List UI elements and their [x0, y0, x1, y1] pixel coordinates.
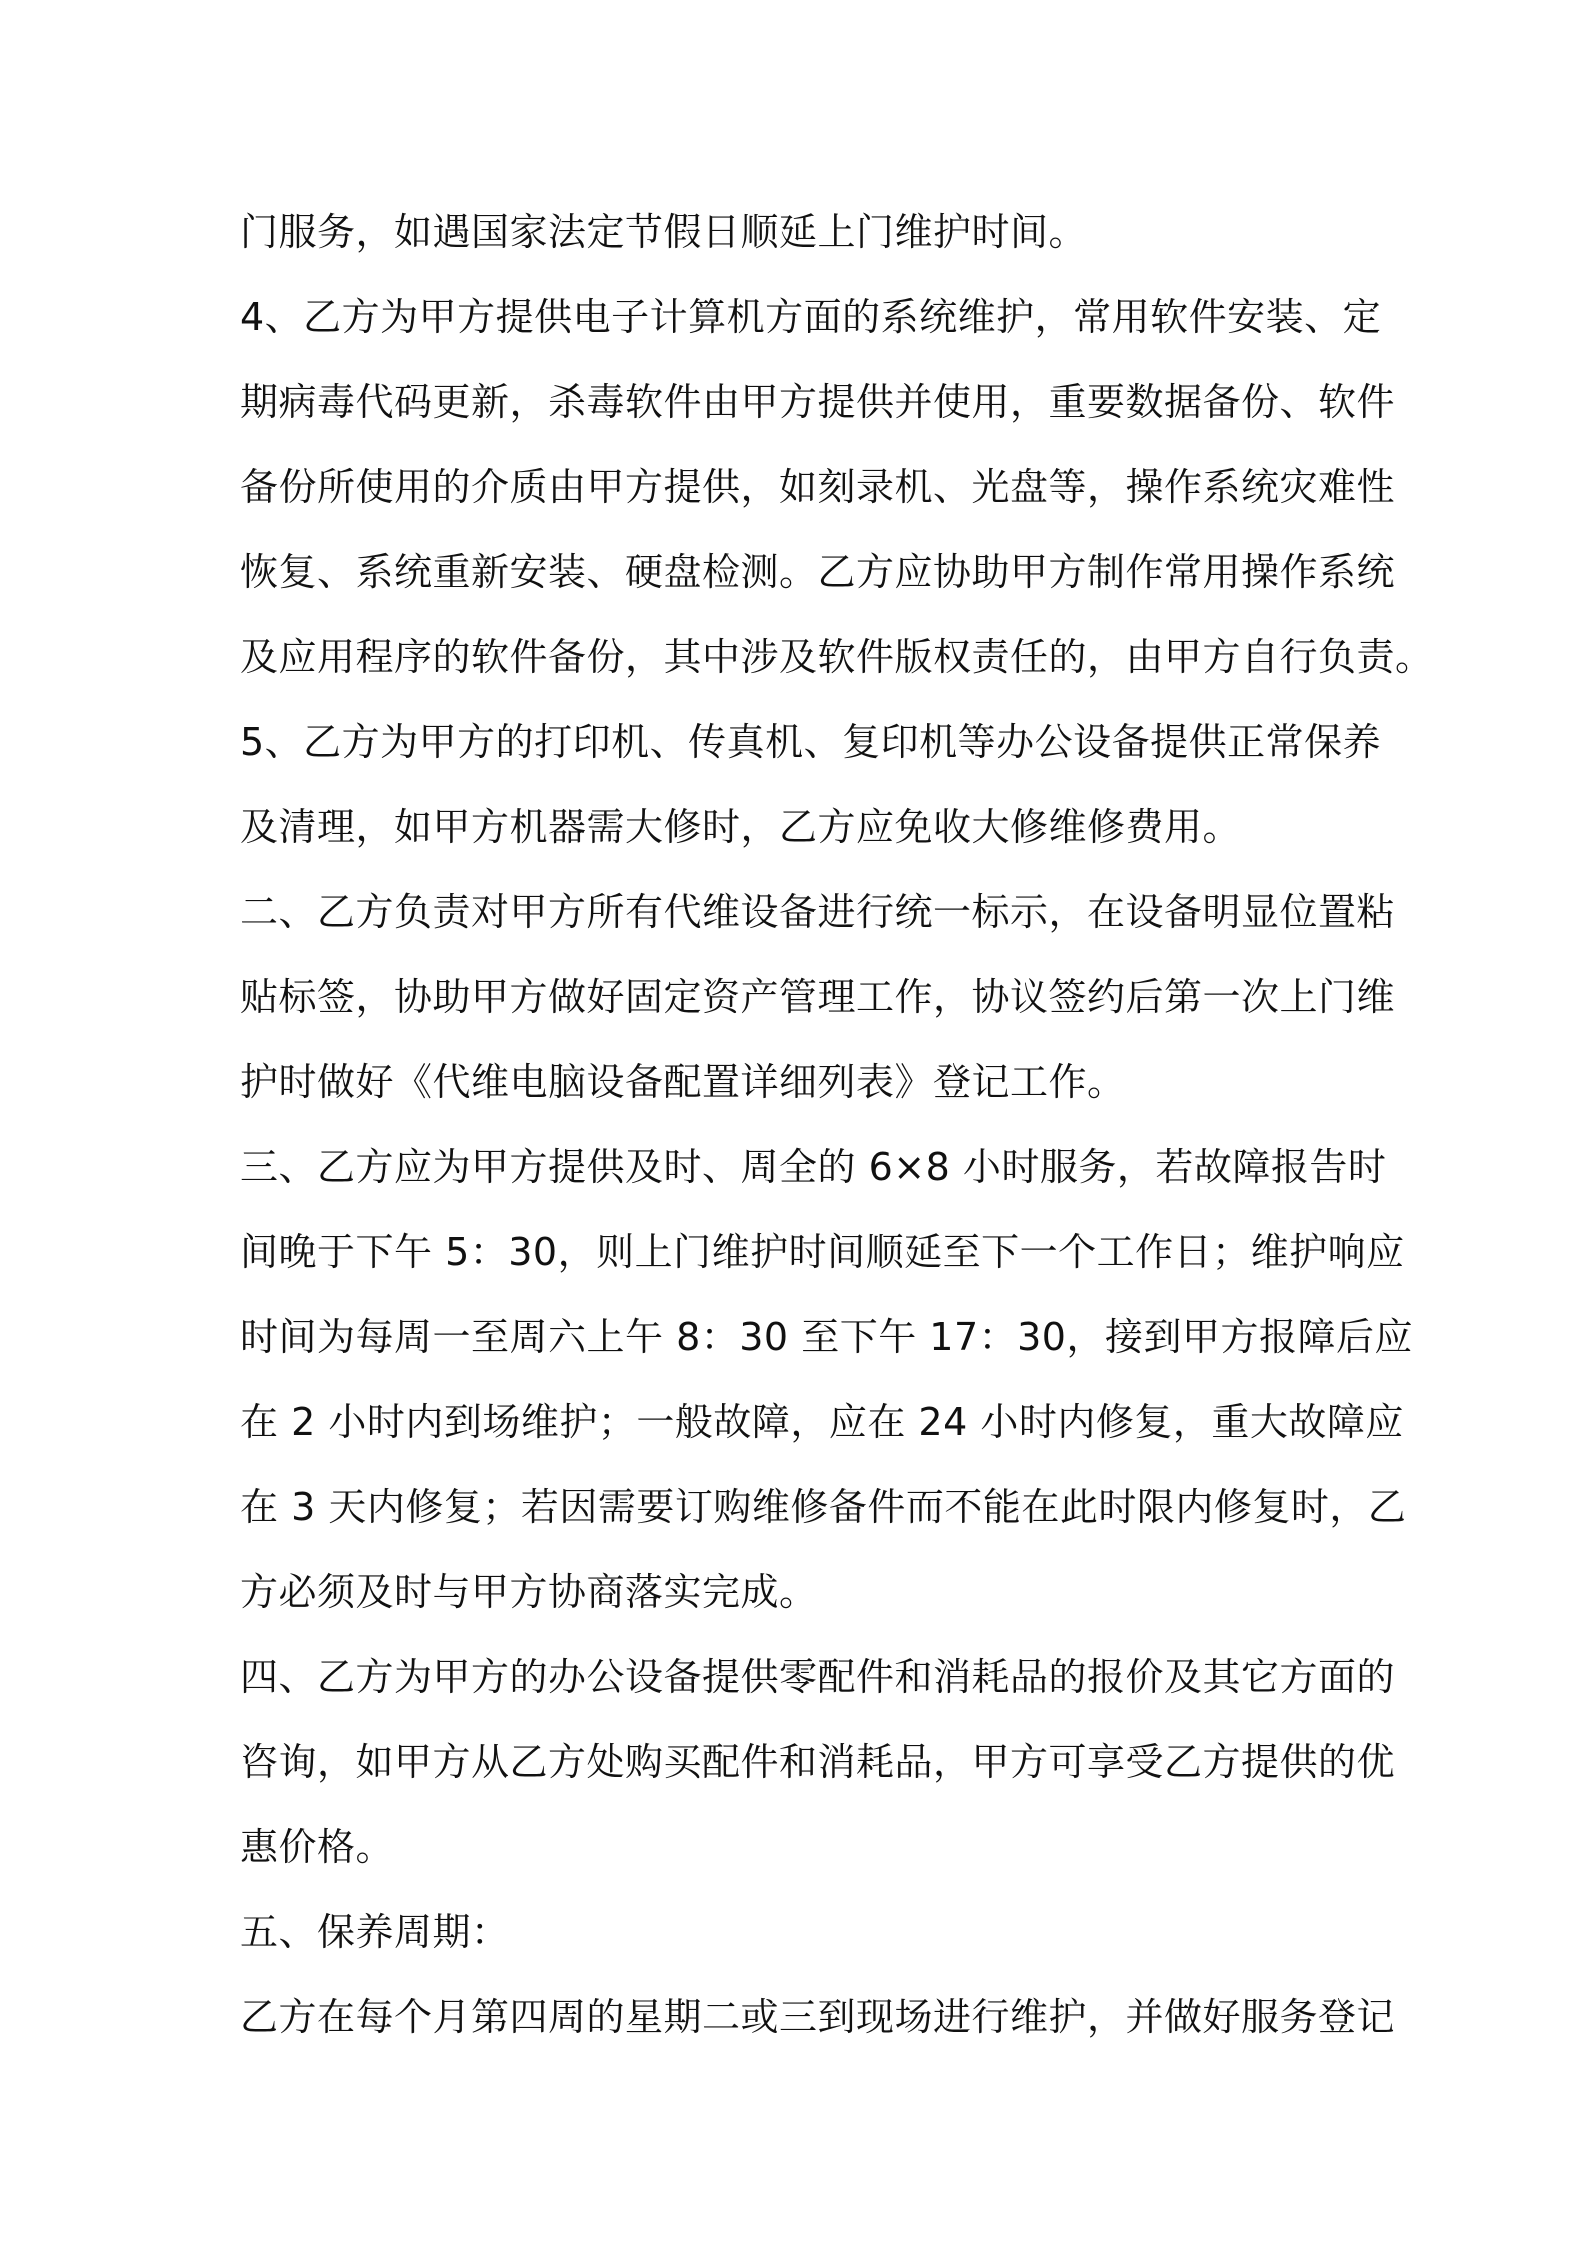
text-line: 四、乙方为甲方的办公设备提供零配件和消耗品的报价及其它方面的	[240, 1655, 1396, 1699]
text-line: 恢复、系统重新安装、硬盘检测。乙方应协助甲方制作常用操作系统	[240, 550, 1396, 594]
text-line: 及应用程序的软件备份，其中涉及软件版权责任的，由甲方自行负责。	[240, 635, 1434, 679]
text-line: 备份所使用的介质由甲方提供，如刻录机、光盘等，操作系统灾难性	[240, 465, 1396, 509]
text-line: 4、乙方为甲方提供电子计算机方面的系统维护，常用软件安装、定	[240, 295, 1382, 339]
text-line: 五、保养周期：	[240, 1910, 510, 1954]
text-line: 及清理，如甲方机器需大修时，乙方应免收大修维修费用。	[240, 805, 1242, 849]
text-line: 间晚于下午 5：30，则上门维护时间顺延至下一个工作日；维护响应	[240, 1230, 1405, 1274]
text-line: 门服务，如遇国家法定节假日顺延上门维护时间。	[240, 210, 1088, 254]
text-line: 护时做好《代维电脑设备配置详细列表》登记工作。	[240, 1060, 1126, 1104]
text-line: 方必须及时与甲方协商落实完成。	[240, 1570, 818, 1614]
text-line: 在 2 小时内到场维护；一般故障，应在 24 小时内修复，重大故障应	[240, 1400, 1404, 1444]
text-line: 5、乙方为甲方的打印机、传真机、复印机等办公设备提供正常保养	[240, 720, 1382, 764]
text-line: 惠价格。	[240, 1825, 395, 1869]
body-text	[240, 190, 1434, 2060]
text-line: 三、乙方应为甲方提供及时、周全的 6×8 小时服务，若故障报告时	[240, 1145, 1387, 1189]
text-line: 咨询，如甲方从乙方处购买配件和消耗品，甲方可享受乙方提供的优	[240, 1740, 1396, 1784]
text-line: 乙方在每个月第四周的星期二或三到现场进行维护，并做好服务登记	[240, 1995, 1396, 2039]
text-line: 期病毒代码更新，杀毒软件由甲方提供并使用，重要数据备份、软件	[240, 380, 1396, 424]
text-line: 二、乙方负责对甲方所有代维设备进行统一标示，在设备明显位置粘	[240, 890, 1396, 934]
text-line: 贴标签，协助甲方做好固定资产管理工作，协议签约后第一次上门维	[240, 975, 1396, 1019]
text-line: 在 3 天内修复；若因需要订购维修备件而不能在此时限内修复时，乙	[240, 1485, 1407, 1529]
text-line: 时间为每周一至周六上午 8：30 至下午 17：30，接到甲方报障后应	[240, 1315, 1413, 1359]
